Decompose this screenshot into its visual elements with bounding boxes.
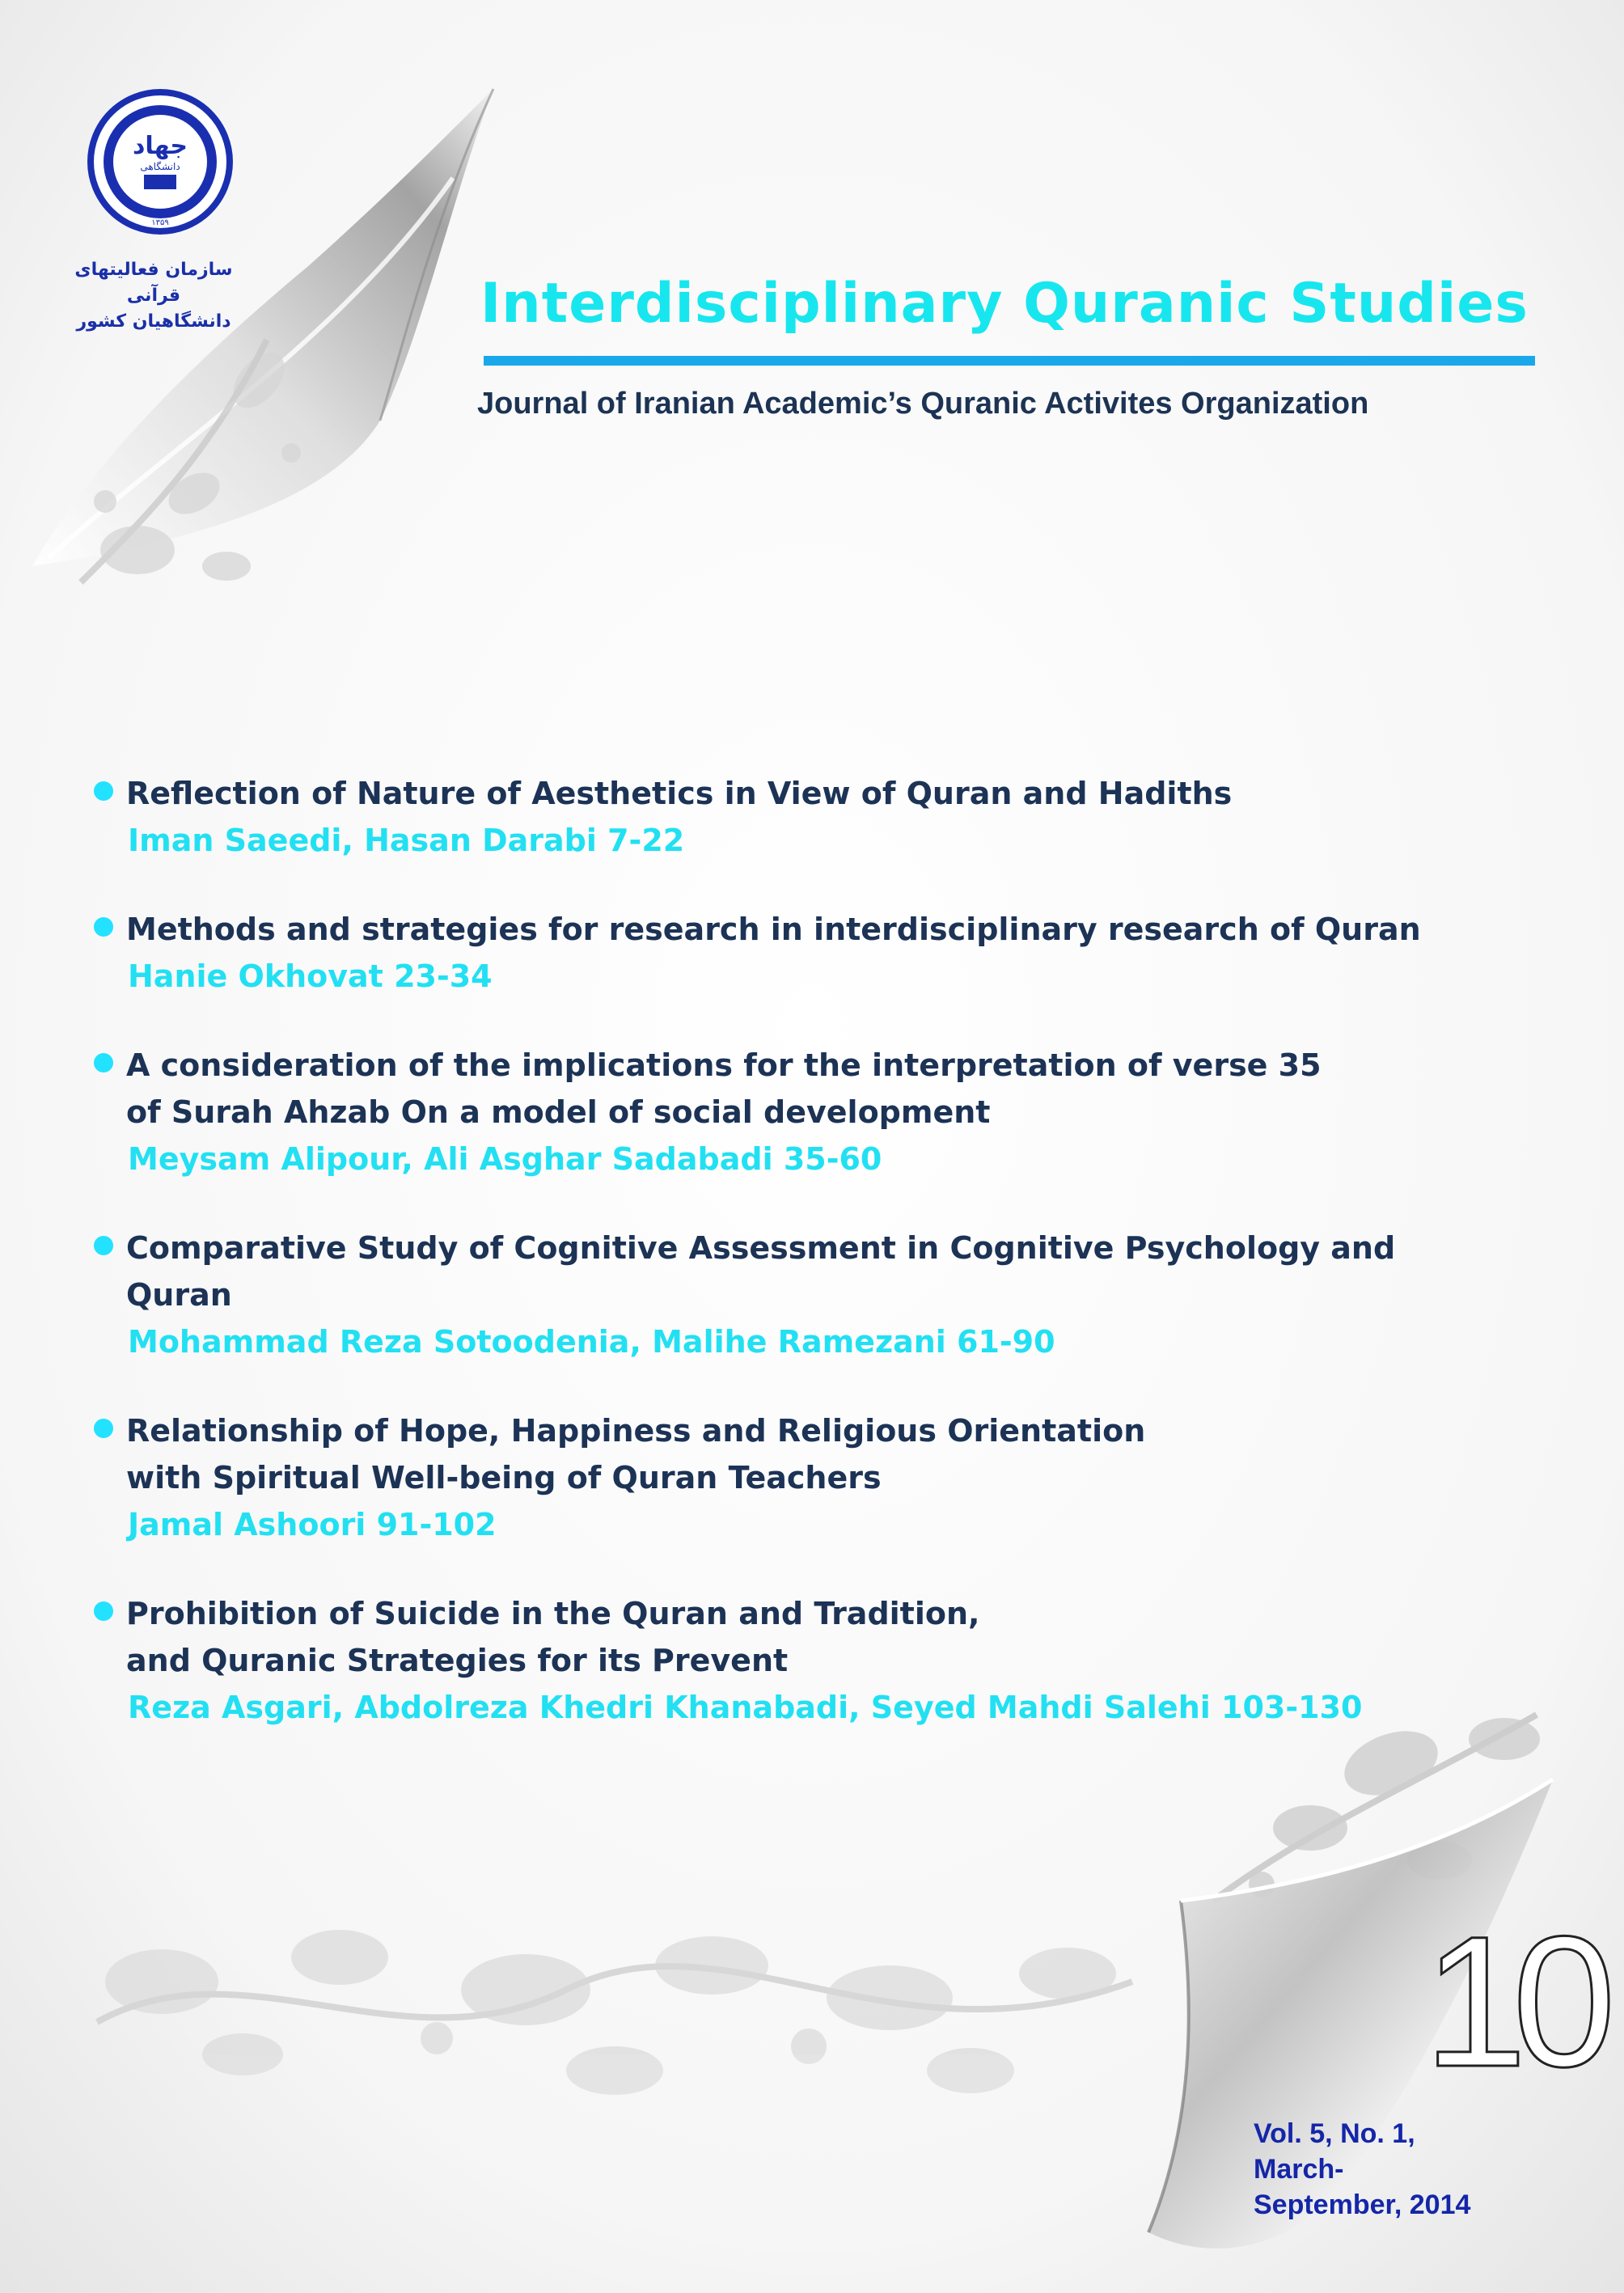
- organization-name-line-1: سازمان فعالیتهای قرآنی: [74, 260, 233, 306]
- article-title: A consideration of the implications for the interpretation of verse 35 of Surah Ahzab On a model of social development: [126, 1047, 1322, 1130]
- article-title: Comparative Study of Cognitive Assessment in Cognitive Psychology and Quran: [126, 1230, 1396, 1313]
- svg-text:۱۳۵۹: ۱۳۵۹: [151, 218, 169, 227]
- article-authors-pages: Jamal Ashoori 91-102: [128, 1507, 497, 1542]
- svg-text:جهاد: جهاد: [132, 132, 188, 160]
- jahad-daneshgahi-logo: [86, 87, 235, 236]
- bullet-icon: [94, 917, 113, 937]
- article-title: Prohibition of Suicide in the Quran and Tradition, and Quranic Strategies for its Prevent: [126, 1596, 980, 1678]
- bullet-icon: [94, 1236, 113, 1255]
- bullet-icon: [94, 1053, 113, 1072]
- issue-info: [1254, 2116, 1545, 2223]
- article-entry: [97, 1042, 1472, 1182]
- article-authors-pages: Hanie Okhovat 23-34: [128, 958, 493, 994]
- article-title: Methods and strategies for research in interdisciplinary research of Quran: [126, 912, 1421, 947]
- article-authors-pages: Mohammad Reza Sotoodenia, Malihe Ramezani 61-90: [128, 1324, 1055, 1360]
- article-authors-pages: Meysam Alipour, Ali Asghar Sadabadi 35-60: [128, 1141, 882, 1177]
- bullet-icon: [94, 781, 113, 801]
- journal-subtitle: Journal of Iranian Academic’s Quranic Activites Organization: [477, 387, 1369, 421]
- article-title: Relationship of Hope, Happiness and Religious Orientation with Spiritual Well-being of Quran Teachers: [126, 1413, 1146, 1496]
- issue-number: 10: [1423, 1897, 1601, 2105]
- article-entry: [97, 1225, 1472, 1365]
- title-underline-rule: [484, 356, 1535, 366]
- organization-name-line-2: دانشگاهیان کشور: [76, 311, 231, 332]
- article-entry: [97, 906, 1472, 1000]
- article-title: Reflection of Nature of Aesthetics in View of Quran and Hadiths: [126, 776, 1233, 811]
- article-authors-pages: Reza Asgari, Abdolreza Khedri Khanabadi, Seyed Mahdi Salehi 103-130: [128, 1690, 1363, 1725]
- organization-name: [49, 257, 259, 335]
- volume-number: Vol. 5, No. 1,: [1254, 2118, 1415, 2149]
- svg-text:دانشگاهی: دانشگاهی: [140, 161, 180, 172]
- bullet-icon: [94, 1601, 113, 1621]
- article-authors-pages: Iman Saeedi, Hasan Darabi 7-22: [128, 823, 685, 858]
- journal-title: Interdisciplinary Quranic Studies: [480, 272, 1529, 336]
- article-entry: [97, 1590, 1472, 1731]
- article-entry: [97, 1407, 1472, 1548]
- table-of-contents: [97, 770, 1472, 1773]
- bullet-icon: [94, 1419, 113, 1438]
- issue-period-start: March-: [1254, 2154, 1344, 2185]
- article-entry: [97, 770, 1472, 864]
- issue-period-end: September, 2014: [1254, 2189, 1471, 2220]
